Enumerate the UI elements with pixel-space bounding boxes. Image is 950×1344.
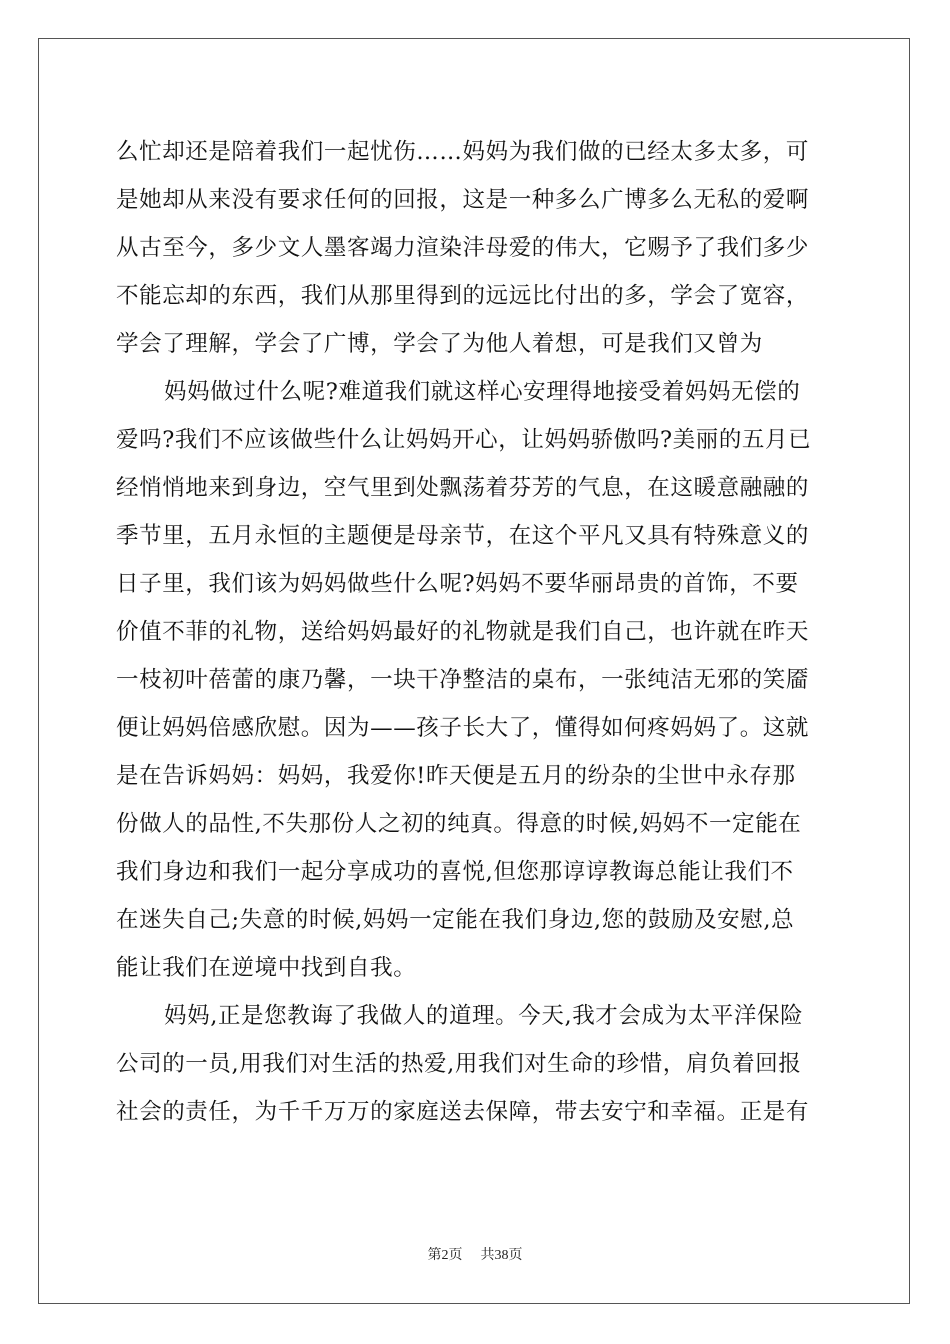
text-line: 季节里，五月永恒的主题便是母亲节，在这个平凡又具有特殊意义的 [116, 523, 810, 549]
page-number: 第2页 [427, 1248, 463, 1263]
text-line: 学会了理解，学会了广博，学会了为他人着想，可是我们又曾为 [116, 331, 763, 357]
text-line: 么忙却还是陪着我们一起忧伤……妈妈为我们做的已经太多太多，可 [116, 139, 810, 165]
text-line: 经悄悄地来到身边，空气里到处飘荡着芬芳的气息，在这暖意融融的 [116, 475, 810, 501]
text-line: 从古至今，多少文人墨客竭力渲染沣母爱的伟大，它赐予了我们多少 [116, 235, 810, 261]
text-line: 便让妈妈倍感欣慰。因为——孩子长大了，懂得如何疼妈妈了。这就 [116, 715, 810, 741]
text-line: 在迷失自己;失意的时候,妈妈一定能在我们身边,您的鼓励及安慰,总 [116, 907, 795, 933]
text-line: 一枝初叶蓓蕾的康乃馨，一块干净整洁的桌布，一张纯洁无邪的笑靥 [116, 667, 810, 693]
text-line: 份做人的品性,不失那份人之初的纯真。得意的时候,妈妈不一定能在 [116, 811, 802, 837]
text-line: 是她却从来没有要求任何的回报，这是一种多么广博多么无私的爱啊 [116, 187, 810, 213]
text-line: 我们身边和我们一起分享成功的喜悦,但您那谆谆教诲总能让我们不 [116, 859, 794, 885]
text-line: 日子里，我们该为妈妈做些什么呢?妈妈不要华丽昂贵的首饰，不要 [116, 571, 799, 597]
document-body [116, 128, 836, 1136]
text-line: 不能忘却的东西，我们从那里得到的远远比付出的多，学会了宽容， [116, 283, 810, 309]
text-line: 能让我们在逆境中找到自我。 [116, 955, 417, 981]
text-line: 是在告诉妈妈：妈妈，我爱你!昨天便是五月的纷杂的尘世中永存那 [116, 763, 796, 789]
text-line: 公司的一员,用我们对生活的热爱,用我们对生命的珍惜，肩负着回报 [116, 1051, 802, 1077]
paragraph-start-line: 妈妈做过什么呢?难道我们就这样心安理得地接受着妈妈无偿的 [164, 379, 801, 405]
page-footer [0, 1244, 950, 1264]
text-line: 价值不菲的礼物，送给妈妈最好的礼物就是我们自己，也许就在昨天 [116, 619, 810, 645]
text-line: 爱吗?我们不应该做些什么让妈妈开心，让妈妈骄傲吗?美丽的五月已 [116, 427, 812, 453]
page-total: 共38页 [480, 1248, 523, 1263]
text-line: 社会的责任，为千千万万的家庭送去保障，带去安宁和幸福。正是有 [116, 1099, 810, 1125]
paragraph-start-line: 妈妈,正是您教诲了我做人的道理。今天,我才会成为太平洋保险 [164, 1003, 804, 1029]
